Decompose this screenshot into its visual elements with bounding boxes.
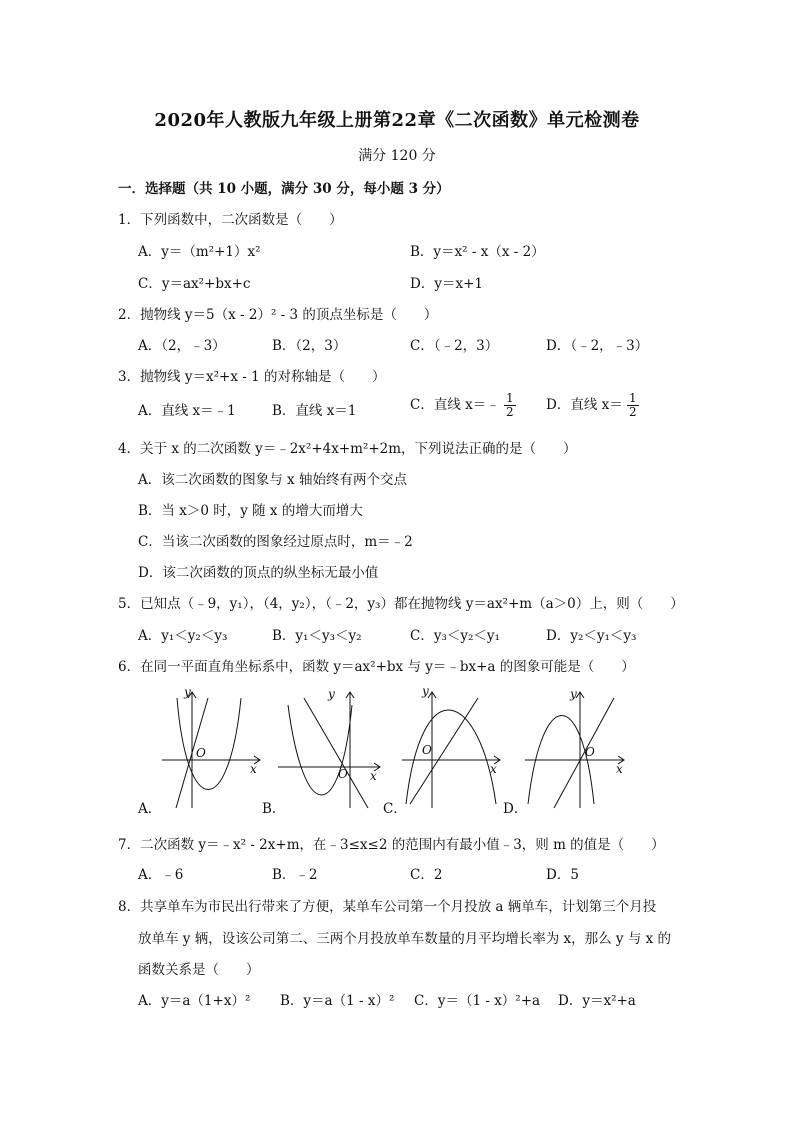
question-6: 6．在同一平面直角坐标系中，函数 y＝ax²+bx 与 y＝﹣bx+a 的图象可能是（ ） — [118, 659, 635, 675]
graph-d-x-label: x — [616, 762, 623, 776]
question-8-line-2: 放单车 y 辆，设该公司第二、三两个月投放单车数量的月平均增长率为 x，那么 y 与 x 的 — [138, 931, 672, 947]
question-2: 2．抛物线 y＝5（x - 2）² - 3 的顶点坐标是（ ） — [118, 307, 438, 323]
q6-option-c: C． — [383, 801, 407, 817]
q7-option-c: C．2 — [410, 867, 443, 883]
graph-c-x-label: x — [490, 762, 497, 776]
section-heading: 一．选择题（共 10 小题，满分 30 分，每小题 3 分） — [118, 181, 450, 197]
q8-option-c: C．y＝（1 - x）²+a — [414, 993, 541, 1009]
page-title: 2020年人教版九年级上册第22章《二次函数》单元检测卷 — [154, 110, 640, 131]
q4-option-b: B．当 x＞0 时，y 随 x 的增大而增大 — [138, 503, 363, 519]
graph-a-x-label: x — [250, 762, 257, 776]
fraction-one-half: $\frac{1}{2}$ — [629, 391, 637, 419]
parabola — [288, 705, 352, 795]
graph-d — [525, 692, 624, 808]
q7-option-b: B．﹣2 — [272, 867, 318, 883]
q8-option-b: B．y＝a（1 - x）² — [280, 993, 395, 1009]
graph-b — [278, 692, 380, 808]
q5-option-d: D．y₂＜y₁＜y₃ — [546, 628, 637, 644]
q5-option-b: B．y₁＜y₃＜y₂ — [272, 628, 362, 644]
q2-option-d: D．（﹣2，﹣3） — [546, 338, 649, 354]
q6-graph-figures — [130, 680, 650, 815]
question-1: 1．下列函数中，二次函数是（ ） — [118, 212, 343, 228]
q3-option-c-text: C．直线 x＝﹣ — [410, 397, 500, 413]
graph-d-origin: O — [585, 745, 595, 759]
q7-option-a: A．﹣6 — [138, 867, 184, 883]
graph-c-origin: O — [422, 743, 432, 757]
fraction-one-half: $\frac{1}{2}$ — [506, 391, 514, 419]
line — [554, 698, 614, 808]
graph-a-origin: O — [196, 746, 206, 760]
q4-option-d: D．该二次函数的顶点的纵坐标无最小值 — [138, 565, 379, 581]
q6-option-d: D． — [503, 801, 528, 817]
q5-option-c: C．y₃＜y₂＜y₁ — [410, 628, 500, 644]
question-3: 3．抛物线 y＝x²+x - 1 的对称轴是（ ） — [118, 369, 386, 385]
parabola — [177, 698, 241, 790]
full-score: 满分 120 分 — [358, 148, 436, 164]
q7-option-d: D．5 — [546, 867, 579, 883]
q6-option-b: B． — [262, 801, 286, 817]
q4-option-a: A．该二次函数的图象与 x 轴始终有两个交点 — [138, 472, 407, 488]
question-4: 4．关于 x 的二次函数 y＝﹣2x²+4x+m²+2m，下列说法正确的是（ ） — [118, 441, 577, 457]
q1-option-c: C．y＝ax²+bx+c — [138, 276, 251, 292]
graph-b-origin: O — [338, 767, 348, 781]
q8-option-d: D．y＝x²+a — [558, 993, 636, 1009]
graph-c — [402, 692, 500, 808]
question-8-line-3: 函数关系是（ ） — [138, 962, 260, 978]
q3-option-d — [546, 392, 639, 419]
q8-option-a: A．y＝a（1+x）² — [138, 993, 251, 1009]
graph-c-y-label: y — [422, 684, 429, 698]
q4-option-c: C．当该二次函数的图象经过原点时，m＝﹣2 — [138, 534, 413, 550]
q2-option-c: C．（﹣2，3） — [410, 338, 499, 354]
q1-option-d: D．y＝x+1 — [410, 276, 483, 292]
q3-option-b: B．直线 x＝1 — [272, 403, 357, 419]
question-5: 5．已知点（﹣9，y₁），（4，y₂），（﹣2，y₃）都在抛物线 y＝ax²+m（a＞0）上，则（ ） — [118, 596, 684, 612]
line — [410, 698, 478, 804]
question-7: 7．二次函数 y＝﹣x² - 2x+m，在﹣3≤x≤2 的范围内有最小值﹣3，则 m 的值是（ ） — [118, 837, 665, 853]
q6-option-a: A． — [138, 801, 162, 817]
graph-b-x-label: x — [370, 769, 377, 783]
q1-option-a: A．y＝（m²+1）x² — [138, 244, 261, 260]
q5-option-a: A．y₁＜y₂＜y₃ — [138, 628, 228, 644]
q1-option-b: B．y＝x² - x（x - 2） — [410, 244, 545, 260]
q3-option-c — [410, 392, 516, 419]
q3-option-a: A．直线 x＝﹣1 — [138, 403, 236, 419]
q2-option-a: A．（2，﹣3） — [138, 338, 226, 354]
graph-d-y-label: y — [570, 687, 577, 701]
q3-option-d-text: D．直线 x＝ — [546, 397, 623, 413]
graph-a — [162, 692, 260, 808]
question-8-line-1: 8．共享单车为市民出行带来了方便，某单车公司第一个月投放 a 辆单车，计划第三个月投 — [118, 899, 657, 915]
graph-b-y-label: y — [328, 687, 335, 701]
graph-a-y-label: y — [184, 685, 191, 699]
q2-option-b: B．（2，3） — [272, 338, 347, 354]
